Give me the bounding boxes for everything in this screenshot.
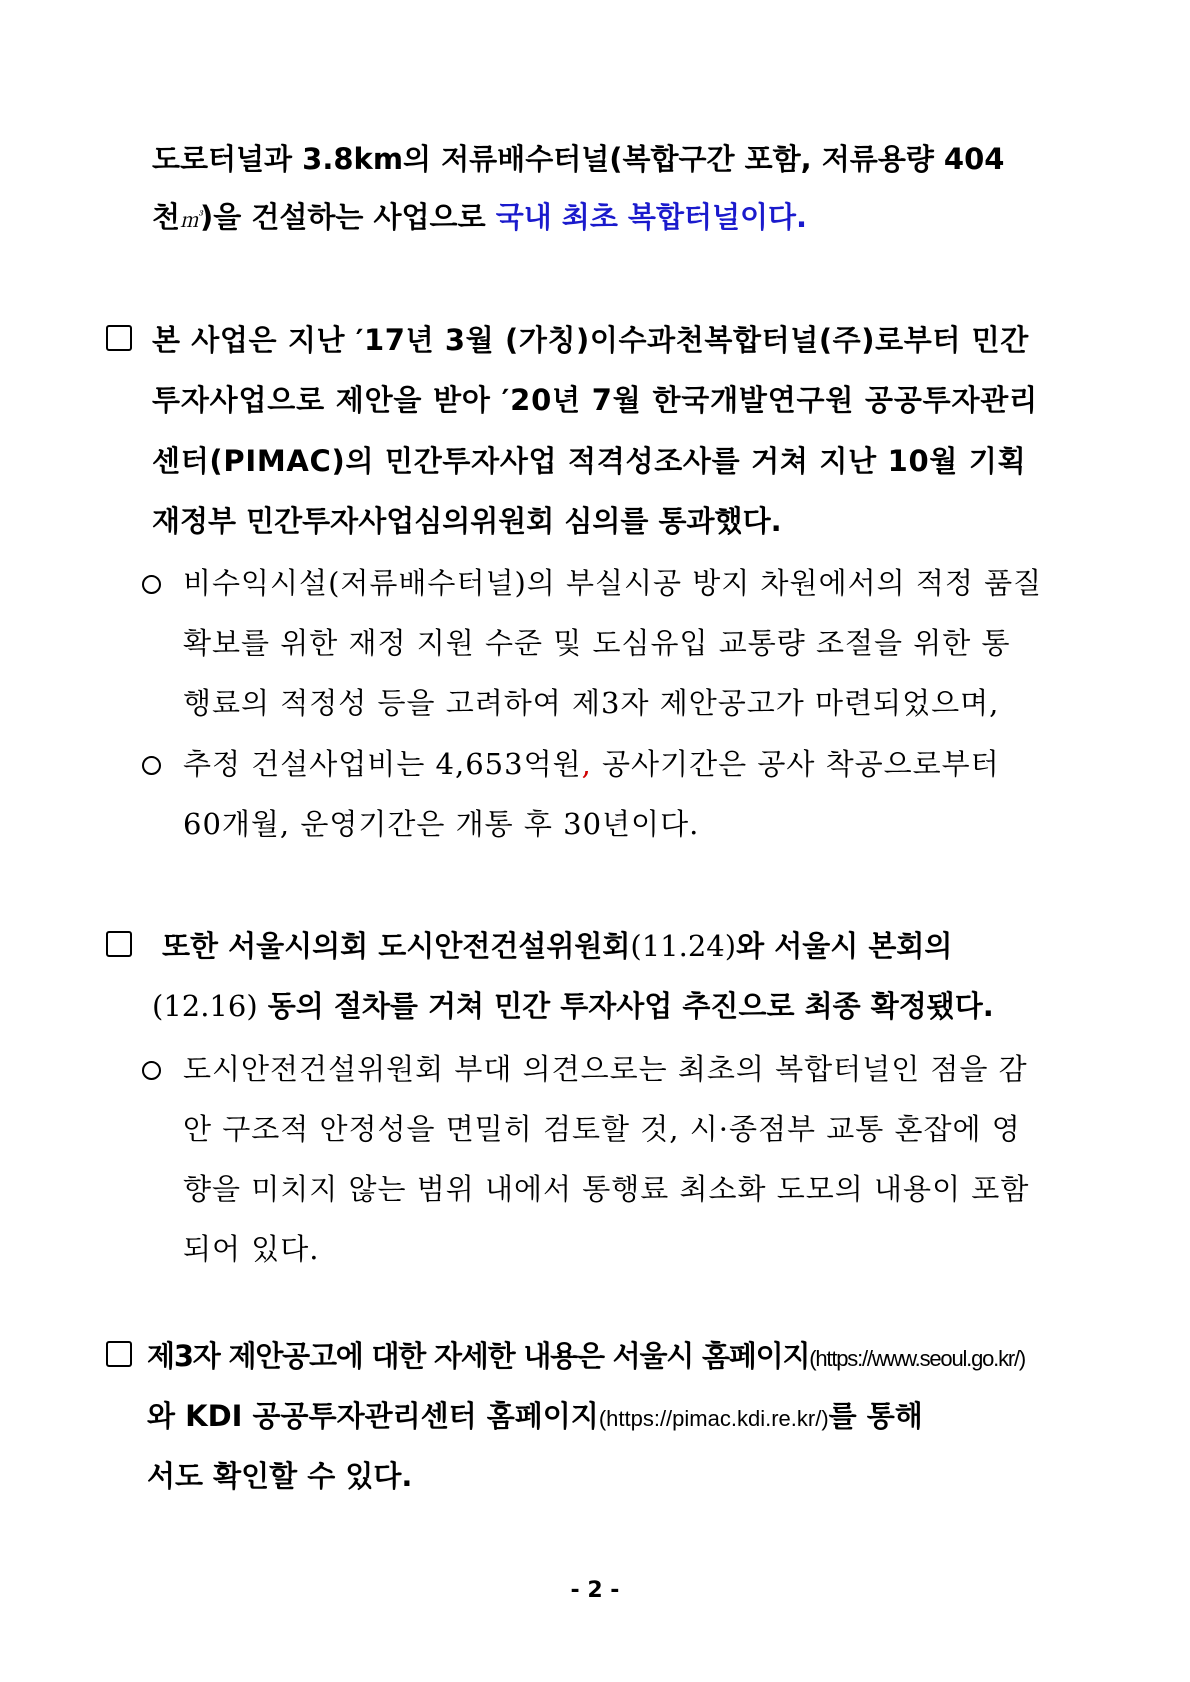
section3-text-2b: 를 통해 xyxy=(828,1399,923,1433)
red-comma: , xyxy=(581,747,592,781)
checkbox-square-icon xyxy=(106,1341,132,1367)
section2-bullet1-line-4 xyxy=(183,1229,320,1269)
bullet-circle-icon xyxy=(142,575,161,594)
section2-text-1b: 와 서울시 본회의 xyxy=(736,929,953,963)
intro-text-2a: 천 xyxy=(152,200,181,234)
section1-line-3 xyxy=(152,441,1090,481)
section3-line-3 xyxy=(147,1456,412,1496)
section3-text-3: 서도 확인할 수 있다. xyxy=(147,1459,413,1493)
section1-text-4: 재정부 민간투자사업심의위원회 심의를 통과했다. xyxy=(152,504,782,538)
section1-bullet1-line-1 xyxy=(183,563,1042,603)
section2-date-2: (12.16) xyxy=(152,989,258,1023)
seoul-homepage-url: (https://www.seoul.go.kr/) xyxy=(809,1346,1026,1371)
section1-bullet2-text-1a: 추정 건설사업비는 4,653억원 xyxy=(183,747,582,781)
intro-highlight: 국내 최초 복합터널이다. xyxy=(495,200,808,234)
section1-bullet2-line-1 xyxy=(183,744,1000,784)
bullet-circle-icon xyxy=(142,756,161,775)
checkbox-square-icon xyxy=(106,325,132,351)
section1-bullet1-text-3: 행료의 적정성 등을 고려하여 제3자 제안공고가 마련되었으며, xyxy=(183,686,1000,720)
section1-text-1: 본 사업은 지난 ′17년 3월 (가칭)이수과천복합터널(주)로부터 민간 xyxy=(152,323,1029,357)
intro-line-2 xyxy=(152,197,807,240)
section2-text-2: 동의 절차를 거쳐 민간 투자사업 추진으로 최종 확정됐다. xyxy=(257,989,994,1023)
section2-bullet1-text-4: 되어 있다. xyxy=(183,1232,320,1266)
section2-bullet1-line-2 xyxy=(183,1109,1021,1149)
section3-line-1 xyxy=(147,1336,1025,1379)
intro-text-1: 도로터널과 3.8km의 저류배수터널(복합구간 포함, 저류용량 404 xyxy=(152,142,1005,176)
section2-line-2 xyxy=(152,986,994,1026)
section2-date-1: (11.24) xyxy=(630,929,737,963)
section2-bullet1-text-3: 향을 미치지 않는 범위 내에서 통행료 최소화 도모의 내용이 포함 xyxy=(183,1172,1030,1206)
section2-bullet1-text-1: 도시안전건설위원회 부대 의견으로는 최초의 복합터널인 점을 감 xyxy=(183,1052,1028,1086)
section1-bullet1-line-3 xyxy=(183,683,999,723)
section1-text-3: 센터(PIMAC)의 민간투자사업 적격성조사를 거쳐 지난 10월 기획 xyxy=(152,444,1027,478)
section1-bullet1-line-2 xyxy=(183,623,1011,663)
section2-line-1 xyxy=(162,926,952,966)
intro-text-2b: )을 건설하는 사업으로 xyxy=(200,200,496,234)
section2-text-1a: 또한 서울시의회 도시안전건설위원회 xyxy=(162,929,631,963)
section1-line-4 xyxy=(152,501,782,541)
section3-line-2 xyxy=(147,1396,923,1439)
section2-bullet1-line-3 xyxy=(183,1169,1029,1209)
bullet-circle-icon xyxy=(142,1061,161,1080)
section2-bullet1-line-1 xyxy=(183,1049,1028,1089)
cubic-meter-unit: ㎥ xyxy=(180,208,201,232)
section1-bullet2-line-2 xyxy=(183,804,699,844)
section2-bullet1-text-2: 안 구조적 안정성을 면밀히 검토할 것, 시·종점부 교통 혼잡에 영 xyxy=(183,1112,1021,1146)
section1-line-1 xyxy=(152,320,1090,360)
intro-line-1 xyxy=(152,139,1090,179)
checkbox-square-icon xyxy=(106,931,132,957)
section1-bullet2-text-2: 60개월, 운영기간은 개통 후 30년이다. xyxy=(183,807,700,841)
section1-bullet1-text-1: 비수익시설(저류배수터널)의 부실시공 방지 차원에서의 적정 품질 xyxy=(183,566,1043,600)
section1-text-2: 투자사업으로 제안을 받아 ′20년 7월 한국개발연구원 공공투자관리 xyxy=(152,383,1038,417)
section1-line-2 xyxy=(152,380,1090,420)
section1-bullet2-text-1b: 공사기간은 공사 착공으로부터 xyxy=(591,747,1000,781)
pimac-homepage-url: (https://pimac.kdi.re.kr/) xyxy=(598,1406,829,1431)
page-number: - 2 - xyxy=(570,1578,620,1603)
section1-bullet1-text-2: 확보를 위한 재정 지원 수준 및 도심유입 교통량 조절을 위한 통 xyxy=(183,626,1011,660)
section3-text-2a: 와 KDI 공공투자관리센터 홈페이지 xyxy=(147,1399,599,1433)
section3-text-1a: 제3자 제안공고에 대한 자세한 내용은 서울시 홈페이지 xyxy=(147,1339,810,1373)
